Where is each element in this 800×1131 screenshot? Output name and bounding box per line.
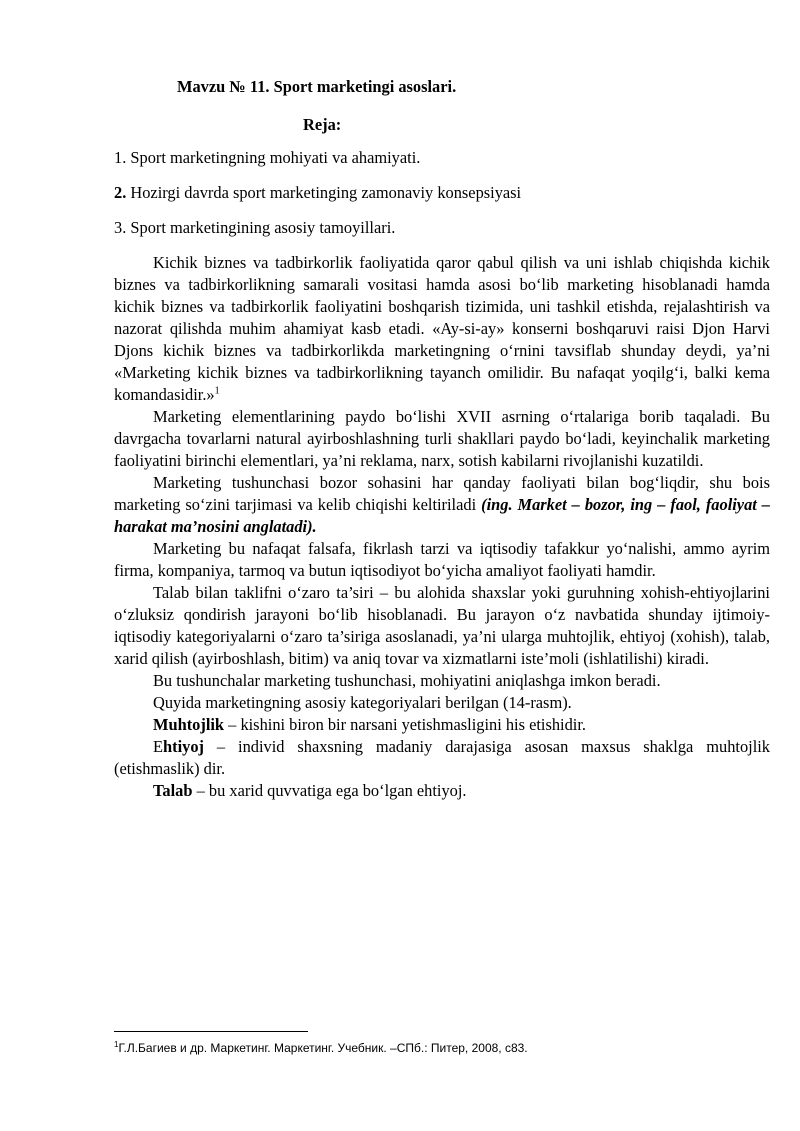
body-text bbox=[114, 252, 770, 802]
paragraph-3 bbox=[114, 472, 770, 538]
definition-muhtojlik bbox=[114, 714, 770, 736]
plan-item-number: 3. bbox=[114, 218, 127, 237]
definition-term: Muhtojlik bbox=[153, 715, 225, 734]
plan-item-2 bbox=[114, 183, 521, 203]
paragraph-4: Marketing bu nafaqat falsafa, fikrlash tarzi va iqtisodiy tafakkur yo‘nalishi, ammo ayrim firma, kompaniya, tarmoq va butun iqtisodiyot bo‘yicha amaliyot faoliyati hamdir. bbox=[114, 539, 770, 580]
plan-item-3 bbox=[114, 218, 395, 238]
definition-text: – individ shaxsning madaniy darajasiga asosan maxsus shaklga muhtojlik (etishmaslik) dir. bbox=[114, 737, 770, 778]
paragraph-6: Bu tushunchalar marketing tushunchasi, mohiyatini aniqlashga imkon beradi. bbox=[153, 671, 661, 690]
plan-item-text: Sport marketingning mohiyati va ahamiyati. bbox=[126, 148, 421, 167]
footnote bbox=[114, 1041, 528, 1055]
plan-item-text: Hozirgi davrda sport marketinging zamonaviy konsepsiyasi bbox=[126, 183, 522, 202]
paragraph-2: Marketing elementlarining paydo bo‘lishi XVII asrning o‘rtalariga borib taqaladi. Bu davrgacha tovarlarni natural ayirboshlashning turli shakllari paydo bo‘ladi, keyinchalik marketing faoliyatini birinchi elementlari, ya’ni reklama, narx, sotish kabilarni rivojlanishi kuzatildi. bbox=[114, 407, 770, 470]
footnote-reference[interactable]: 1 bbox=[214, 385, 220, 397]
footnote-text: Г.Л.Багиев и др. Маркетинг. Маркетинг. Учебник. –СПб.: Питер, 2008, с83. bbox=[118, 1041, 528, 1055]
paragraph-7: Quyida marketingning asosiy kategoriyalari berilgan (14-rasm). bbox=[153, 693, 572, 712]
paragraph-text: Kichik biznes va tadbirkorlik faoliyatida qaror qabul qilish va uni ishlab chiqishda kichik biznes va tadbirkorlikning samarali vositasi hamda asosi bo‘lib marketing hisoblanadi hamda kichik biznes va tadbirkorlik faoliyatini boshqarish tizimida, uni tashkil etishda, rejalashtirish va nazorat qilishda muhim ahamiyat kasb etadi. «Ay-si-ay» konserni boshqaruvi raisi Djon Harvi Djons kichik biznes va tadbirkorlikda marketingning o‘rnini tavsiflab shunday deydi, ya’ni «Marketing kichik biznes va tadbirkorlikning tayanch omilidir. Bu nafaqat yoqilg‘i, balki kema komandasidir.» bbox=[114, 253, 770, 404]
paragraph-1 bbox=[114, 252, 770, 406]
paragraph-text: Marketing tushunchasi bozor sohasini har qanday faoliyati bilan bog‘liqdir, shu bois marketing so‘zini tarjimasi va kelib chiqishi keltiriladi bbox=[114, 473, 770, 514]
definition-talab bbox=[114, 780, 770, 802]
definition-ehtiyoj bbox=[114, 736, 770, 780]
footnote-divider bbox=[114, 1031, 308, 1032]
definition-text: – kishini biron bir narsani yetishmasligini his etishidir. bbox=[224, 715, 586, 734]
footnote-mark: 1 bbox=[114, 1040, 119, 1049]
plan-heading: Reja: bbox=[303, 115, 342, 134]
plan-item-text: Sport marketingining asosiy tamoyillari. bbox=[126, 218, 396, 237]
definition-term: Talab bbox=[153, 781, 193, 800]
plan-item-1 bbox=[114, 148, 420, 168]
definition-term: htiyoj bbox=[163, 737, 204, 756]
definition-term-initial: E bbox=[153, 737, 164, 756]
plan-item-number: 1. bbox=[114, 148, 127, 167]
etymology-emphasis: (ing. Market – bozor, ing – faol, faoliyat – harakat ma’nosini anglatadi). bbox=[114, 495, 770, 536]
plan-item-number: 2. bbox=[114, 183, 127, 202]
paragraph-5: Talab bilan taklifni o‘zaro ta’siri – bu alohida shaxslar yoki guruhning xohish-ehtiyojlarini o‘zluksiz qondirish jarayoni bo‘lib hisoblanadi. Bu jarayon o‘z navbatida shunday ijtimoiy-iqtisodiy kategoriyalarni o‘zaro ta’siriga asoslanadi, ya’ni ularga muhtojlik, ehtiyoj (xohish), talab, xarid qilish (ayirboshlash, bitim) va aniq tovar va xizmatlarni iste’moli (ishlatilishi) kiradi. bbox=[114, 583, 770, 668]
page-title: Mavzu № 11. Sport marketingi asoslari. bbox=[177, 77, 457, 96]
definition-text: – bu xarid quvvatiga ega bo‘lgan ehtiyoj. bbox=[192, 781, 467, 800]
